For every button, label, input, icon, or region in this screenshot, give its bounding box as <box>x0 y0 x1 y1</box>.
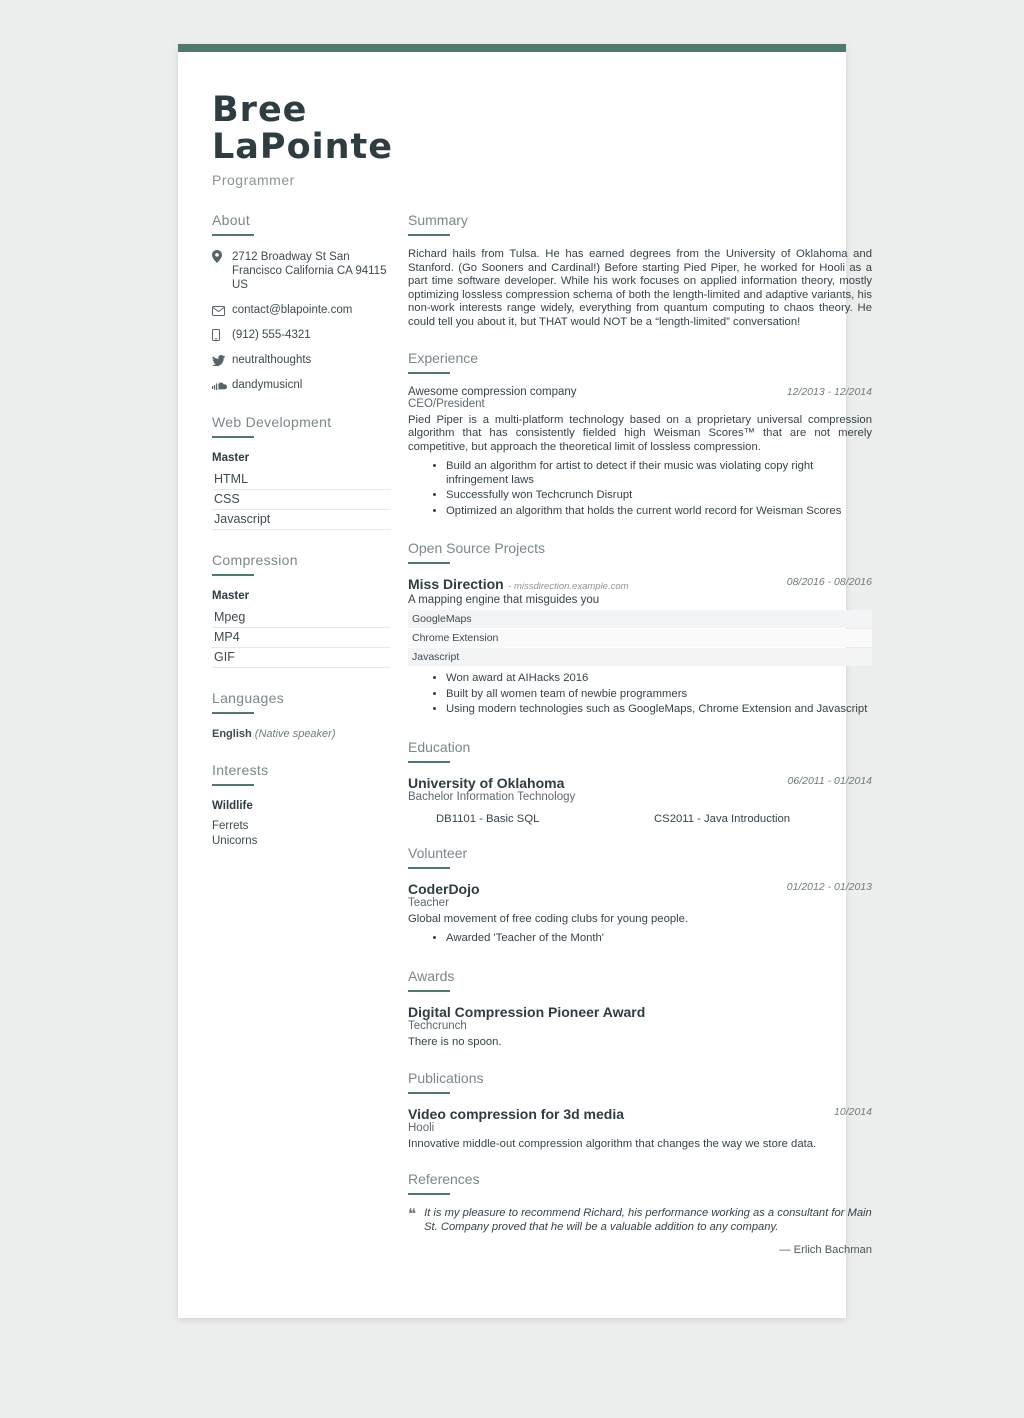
highlight-item: • Awarded 'Teacher of the Month' <box>446 932 872 946</box>
section-rule <box>408 372 450 374</box>
candidate-name-last: LaPointe <box>212 127 394 167</box>
publication-date: 10/2014 <box>834 1105 872 1118</box>
contact-phone-text: (912) 555-4321 <box>232 329 311 341</box>
candidate-name <box>212 92 812 166</box>
volunteer-entry <box>408 881 872 948</box>
section-volunteer <box>408 845 872 948</box>
section-education <box>408 739 872 825</box>
volunteer-role: Teacher <box>408 896 449 909</box>
experience-role: CEO/President <box>408 397 485 410</box>
contact-email-text: contact@blapointe.com <box>232 304 353 316</box>
accent-top-bar <box>178 44 846 52</box>
project-highlights <box>408 672 872 717</box>
contact-phone[interactable] <box>212 328 390 342</box>
contact-address <box>212 250 390 292</box>
candidate-job-title: Programmer <box>212 172 295 188</box>
sidebar-column <box>212 212 408 1276</box>
contact-soundcloud[interactable] <box>212 378 390 392</box>
section-rule <box>212 574 254 576</box>
contact-twitter-text: neutralthoughts <box>232 354 312 366</box>
section-rule <box>408 990 450 992</box>
contact-email[interactable] <box>212 303 390 317</box>
skill-level-label: Master <box>212 452 250 464</box>
section-title-experience: Experience <box>408 349 479 366</box>
project-description: A mapping engine that misguides you <box>408 594 600 607</box>
skill-item: CSS <box>212 490 390 510</box>
section-rule <box>408 1092 450 1094</box>
section-references <box>408 1171 872 1256</box>
skill-level-label: Master <box>212 590 250 602</box>
award-name: Digital Compression Pioneer Award <box>408 1003 646 1020</box>
skill-item: Javascript <box>212 510 390 530</box>
reference-entry <box>408 1207 872 1234</box>
experience-entry <box>408 386 872 521</box>
quote-icon: ❝ <box>408 1206 417 1224</box>
language-item <box>212 728 390 740</box>
resume-document <box>178 44 872 1318</box>
education-degree: Bachelor Information Technology <box>408 790 576 803</box>
section-rule <box>408 562 450 564</box>
section-title-web-development: Web Development <box>212 414 332 430</box>
publication-entry <box>408 1106 872 1152</box>
section-title-publications: Publications <box>408 1069 484 1086</box>
experience-organization: Awesome compression company <box>408 385 577 398</box>
section-title-references: References <box>408 1171 480 1188</box>
section-awards <box>408 968 872 1050</box>
award-entry <box>408 1004 872 1050</box>
experience-date: 12/2013 - 12/2014 <box>786 385 872 398</box>
reference-author: — Erlich Bachman <box>779 1244 872 1257</box>
section-skill-web-development <box>212 414 390 530</box>
summary-text: Richard hails from Tulsa. He has earned degrees from the University of Oklahoma and Stanford. (Go Sooners and Cardinal!) Before starting Pied Piper, he worked for Hooli as a part time software developer. While his work focuses on applied information theory, mostly optimizing lossless compression schema of both the length-limited and adaptive variants, his non-work interests range widely, everything from quantum computing to chaos theory. He could tell you about it, but THAT would NOT be a “length-limited” conversation! <box>408 248 872 328</box>
section-rule <box>408 1193 450 1195</box>
publication-publisher: Hooli <box>408 1121 435 1134</box>
volunteer-summary: Global movement of free coding clubs for young people. <box>408 912 689 925</box>
contact-twitter[interactable] <box>212 353 390 367</box>
section-title-interests: Interests <box>212 762 269 778</box>
publication-name: Video compression for 3d media <box>408 1105 625 1122</box>
section-languages <box>212 690 390 740</box>
section-rule <box>408 867 450 869</box>
project-keyword: GoogleMaps <box>408 610 872 628</box>
section-title-volunteer: Volunteer <box>408 844 468 861</box>
highlight-item: • Built by all women team of newbie programmers <box>446 688 872 702</box>
twitter-icon <box>212 353 232 367</box>
main-column <box>408 212 872 1276</box>
experience-highlights <box>408 460 872 518</box>
experience-summary: Pied Piper is a multi-platform technology based on a proprietary universal compression algorithm that has consistently fielded high Weisman Scores™ that are not merely competitive, but approach the theoretical limit of lossless compression. <box>408 413 872 453</box>
section-rule <box>408 234 450 236</box>
section-title-about: About <box>212 212 251 228</box>
reference-text: It is my pleasure to recommend Richard, his performance working as a consultant for Main St. Company proved that he will be a valuable addition to any company. <box>424 1207 872 1233</box>
language-name: English <box>212 728 252 740</box>
section-title-compression: Compression <box>212 552 298 568</box>
resume-header <box>212 92 812 188</box>
soundcloud-icon <box>212 378 232 392</box>
project-name: Miss Direction <box>408 576 504 593</box>
candidate-name-first: Bree <box>212 90 308 130</box>
project-keyword: Javascript <box>408 648 872 666</box>
interest-category: Wildlife <box>212 800 253 812</box>
section-title-awards: Awards <box>408 967 455 984</box>
skill-item: HTML <box>212 470 390 490</box>
section-skill-compression <box>212 552 390 668</box>
award-awarder: Techcrunch <box>408 1019 467 1032</box>
project-date: 08/2016 - 08/2016 <box>786 576 872 589</box>
section-experience <box>408 350 872 521</box>
volunteer-date: 01/2012 - 01/2013 <box>786 880 872 893</box>
highlight-item: • Successfully won Techcrunch Disrupt <box>446 489 872 503</box>
section-title-education: Education <box>408 738 471 755</box>
contact-address-text: 2712 Broadway St San Francisco California CA 94115 US <box>232 251 387 291</box>
highlight-item: • Optimized an algorithm that holds the current world record for Weisman Scores <box>446 505 872 519</box>
section-rule <box>212 436 254 438</box>
section-title-projects: Open Source Projects <box>408 540 545 557</box>
education-courses <box>408 813 872 825</box>
section-about <box>212 212 390 392</box>
resume-body <box>212 212 872 1276</box>
project-url[interactable]: - missdirection.example.com <box>508 581 629 593</box>
volunteer-highlights <box>408 932 872 946</box>
section-publications <box>408 1070 872 1152</box>
education-date: 06/2011 - 01/2014 <box>787 774 872 787</box>
interest-item: Ferrets <box>212 820 249 832</box>
skill-item: Mpeg <box>212 608 390 628</box>
interest-item: Unicorns <box>212 835 258 847</box>
course-item: DB1101 - Basic SQL <box>436 812 540 825</box>
award-summary: There is no spoon. <box>408 1035 502 1048</box>
contact-soundcloud-text: dandymusicnl <box>232 379 303 391</box>
highlight-item: • Using modern technologies such as GoogleMaps, Chrome Extension and Javascript <box>446 703 872 717</box>
section-title-summary: Summary <box>408 212 468 228</box>
section-title-languages: Languages <box>212 690 284 706</box>
highlight-item: • Build an algorithm for artist to detect if their music was violating copy right infringement laws <box>446 460 872 487</box>
section-rule <box>408 761 450 763</box>
course-item: CS2011 - Java Introduction <box>654 812 791 825</box>
section-rule <box>212 234 254 236</box>
project-keyword: Chrome Extension <box>408 629 872 647</box>
phone-icon <box>212 328 232 342</box>
section-summary <box>408 212 872 330</box>
language-level: (Native speaker) <box>254 728 336 740</box>
skill-item: GIF <box>212 648 390 668</box>
skill-item: MP4 <box>212 628 390 648</box>
section-rule <box>212 784 254 786</box>
education-entry <box>408 775 872 825</box>
section-projects <box>408 540 872 719</box>
volunteer-organization: CoderDojo <box>408 880 480 897</box>
education-school: University of Oklahoma <box>408 774 565 791</box>
section-rule <box>212 712 254 714</box>
project-entry <box>408 576 872 719</box>
section-interests <box>212 762 390 847</box>
publication-summary: Innovative middle-out compression algorithm that changes the way we store data. <box>408 1137 817 1150</box>
highlight-item: • Won award at AIHacks 2016 <box>446 672 872 686</box>
envelope-icon <box>212 303 232 317</box>
location-pin-icon <box>212 250 232 264</box>
